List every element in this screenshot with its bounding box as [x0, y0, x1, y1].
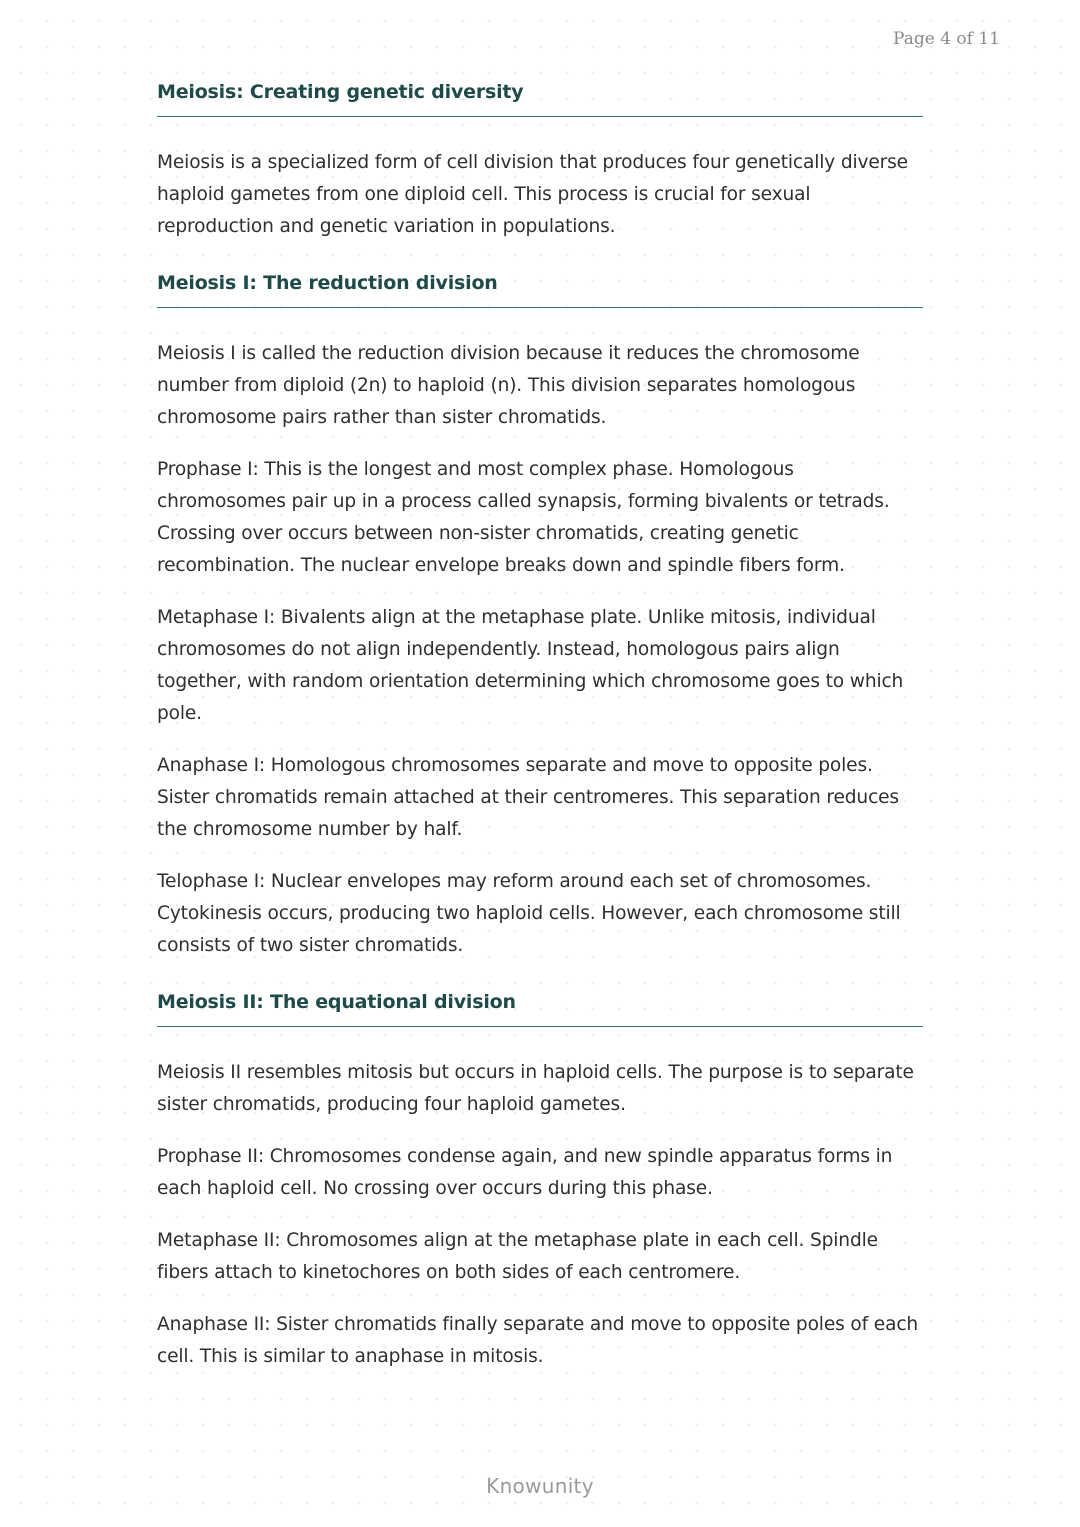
section-heading: Meiosis: Creating genetic diversity [157, 78, 923, 117]
section-heading: Meiosis I: The reduction division [157, 269, 923, 308]
page-number: Page 4 of 11 [893, 29, 1000, 49]
paragraph: Meiosis is a specialized form of cell division that produces four genetically diverse haploid gametes from one diploid cell. This process is crucial for sexual reproduction and genetic variation in populations. [157, 152, 908, 237]
section-meiosis-two [157, 988, 923, 1373]
paragraph: Anaphase I: Homologous chromosomes separate and move to opposite poles. Sister chromatids remain attached at their centromeres. This separation reduces the chromosome number by half. [157, 755, 899, 840]
paragraph: Anaphase II: Sister chromatids finally separate and move to opposite poles of each cell. This is similar to anaphase in mitosis. [157, 1314, 919, 1367]
document-body [157, 78, 923, 1399]
section-body [157, 117, 923, 243]
paragraph: Metaphase I: Bivalents align at the metaphase plate. Unlike mitosis, individual chromosomes do not align independently. Instead, homologous pairs align together, with random orientation determining which chromosome goes to which pole. [157, 607, 904, 724]
section-heading: Meiosis II: The equational division [157, 988, 923, 1027]
paragraph: Telophase I: Nuclear envelopes may reform around each set of chromosomes. Cytokinesis occurs, producing two haploid cells. However, each chromosome still consists of two sister chromatids. [157, 871, 901, 956]
paragraph: Metaphase II: Chromosomes align at the metaphase plate in each cell. Spindle fibers attach to kinetochores on both sides of each centromere. [157, 1230, 878, 1283]
paragraph: Meiosis II resembles mitosis but occurs in haploid cells. The purpose is to separate sister chromatids, producing four haploid gametes. [157, 1062, 914, 1115]
section-body [157, 1027, 923, 1373]
section-body [157, 308, 923, 962]
paragraph: Meiosis I is called the reduction division because it reduces the chromosome number from diploid (2n) to haploid (n). This division separates homologous chromosome pairs rather than sister chromatids. [157, 343, 860, 428]
paragraph: Prophase II: Chromosomes condense again, and new spindle apparatus forms in each haploid cell. No crossing over occurs during this phase. [157, 1146, 893, 1199]
footer-brand-logo: Knowunity [486, 1474, 594, 1498]
section-meiosis-one [157, 269, 923, 962]
paragraph: Prophase I: This is the longest and most complex phase. Homologous chromosomes pair up in a process called synapsis, forming bivalents or tetrads. Crossing over occurs between non-sister chromatids, creating genetic recombination. The nuclear envelope breaks down and spindle fibers form. [157, 459, 890, 576]
section-meiosis-overview [157, 78, 923, 243]
